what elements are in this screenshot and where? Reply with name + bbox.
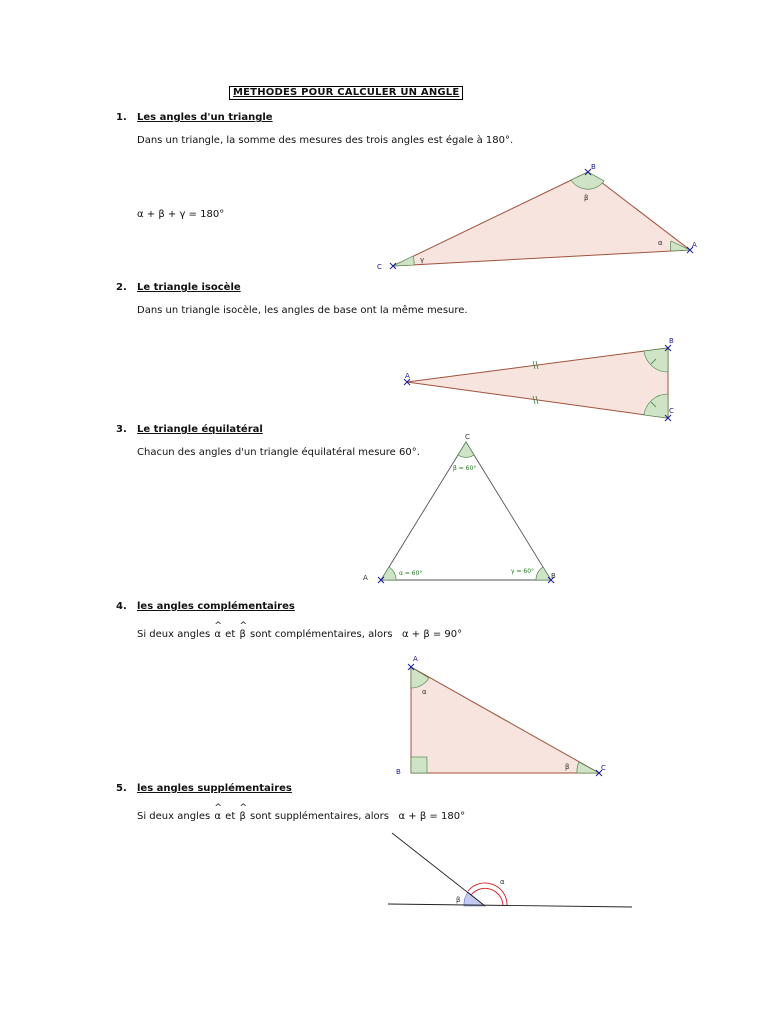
section-1-number: 1. [116, 112, 127, 123]
section-5-text-before: Si deux angles [137, 811, 211, 822]
figure-4-right-triangle [396, 655, 606, 776]
fig5-angle-beta: β [456, 896, 461, 904]
section-2-number: 2. [116, 282, 127, 293]
angle-c-arc [577, 762, 599, 773]
figure-2-isosceles [404, 337, 674, 421]
section-5-title: les angles supplémentaires [137, 783, 292, 794]
section-3-title: Le triangle équilatéral [137, 424, 263, 435]
figure-3-equilateral [363, 433, 556, 583]
section-5-text-mid: et [225, 811, 236, 822]
right-angle-marker [411, 757, 427, 773]
section-4-number: 4. [116, 601, 127, 612]
fig2-label-c: C [669, 407, 674, 415]
section-5-number: 5. [116, 783, 127, 794]
figure-5-supplementary [388, 833, 632, 907]
fig1-label-a: A [692, 241, 697, 249]
angle-c-arc [458, 442, 474, 457]
page-title: METHODES POUR CALCULER UN ANGLE [229, 86, 463, 100]
angle-c-arc [393, 256, 414, 266]
fig3-label-a: A [363, 574, 368, 582]
fig2-label-a: A [405, 372, 410, 380]
figure-1-triangle [377, 163, 697, 271]
fig3-label-b: B [551, 572, 556, 580]
alpha-symbol: ^ α [213, 629, 222, 640]
fig1-angle-beta: β [584, 194, 589, 202]
fig4-angle-alpha: α [422, 688, 427, 696]
fig4-label-c: C [601, 764, 606, 772]
fig1-angle-alpha: α [658, 239, 663, 247]
fig1-angle-gamma: γ [420, 256, 425, 264]
section-4-text-mid: et [225, 629, 236, 640]
section-1-text: Dans un triangle, la somme des mesures des trois angles est égale à 180°. [137, 135, 514, 146]
fig2-label-b: B [669, 337, 674, 345]
fig3-angle-b-value: γ = 60° [511, 568, 535, 575]
section-4-text-after: sont complémentaires, alors [250, 629, 393, 640]
section-3-text: Chacun des angles d'un triangle équilatéral mesure 60°. [137, 447, 420, 458]
fig1-label-b: B [591, 163, 596, 171]
fig3-label-c: C [465, 433, 470, 441]
fig5-angle-alpha: α [500, 878, 505, 886]
section-1-title: Les angles d'un triangle [137, 112, 273, 123]
beta-symbol: ^ β [238, 811, 246, 822]
section-2-title: Le triangle isocèle [137, 282, 241, 293]
section-4-text-before: Si deux angles [137, 629, 211, 640]
fig4-angle-beta: β [565, 763, 570, 771]
section-3-number: 3. [116, 424, 127, 435]
fig1-label-c: C [377, 263, 382, 271]
fig3-angle-c-value: β = 60° [453, 465, 477, 472]
formula-5: α + β = 180° [398, 811, 466, 822]
beta-symbol: ^ β [238, 629, 246, 640]
section-4-title: les angles complémentaires [137, 601, 295, 612]
section-2-text: Dans un triangle isocèle, les angles de base ont la même mesure. [137, 305, 468, 316]
formula-1: α + β + γ = 180° [137, 209, 225, 220]
fig4-label-a: A [413, 655, 418, 663]
alpha-symbol: ^ α [213, 811, 222, 822]
section-5-text-after: sont supplémentaires, alors [250, 811, 389, 822]
fig4-label-b: B [396, 768, 401, 776]
formula-4: α + β = 90° [401, 629, 463, 640]
fig3-angle-a-value: α = 60° [399, 570, 423, 577]
